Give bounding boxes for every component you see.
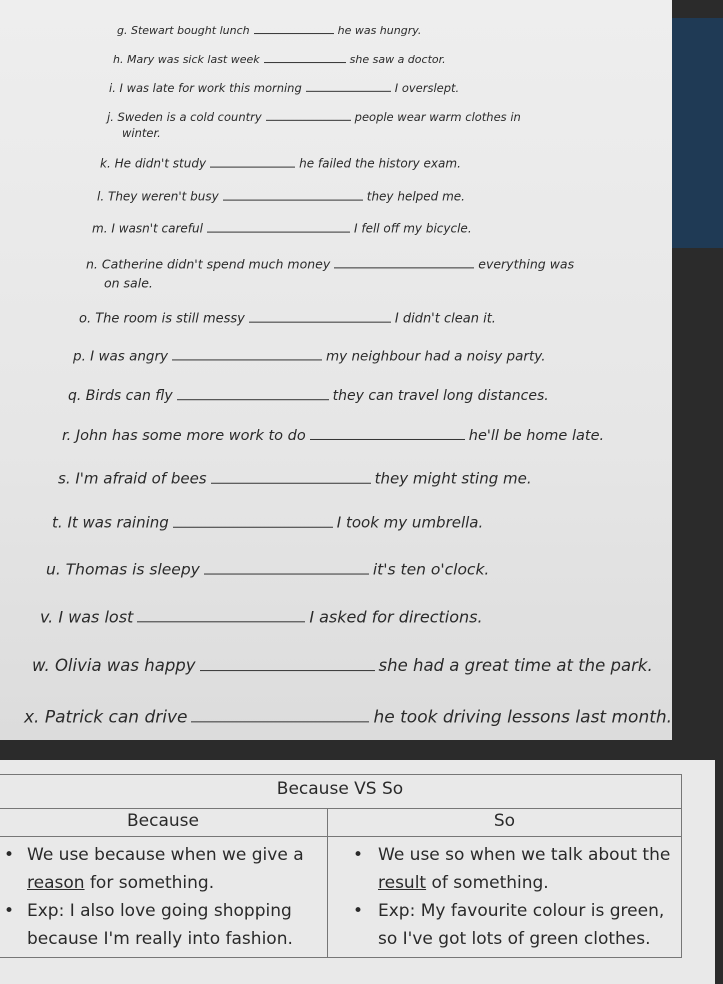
- exercise-clause-1: They weren't busy: [107, 189, 219, 204]
- exercise-line: [117, 23, 421, 37]
- answer-blank[interactable]: [266, 110, 351, 121]
- answer-blank[interactable]: [223, 189, 363, 201]
- exercise-clause-2: they helped me.: [366, 189, 465, 204]
- so-rule: [348, 841, 675, 897]
- exercise-clause-2: it's ten o'clock.: [372, 560, 490, 579]
- exercise-clause-1: Patrick can drive: [44, 707, 188, 728]
- exercise-letter: n.: [86, 256, 98, 272]
- exercise-line: [68, 386, 549, 404]
- because-heading: Because: [0, 809, 328, 837]
- so-column: [328, 837, 682, 958]
- exercise-clause-2: he'll be home late.: [468, 428, 605, 445]
- exercise-line: [46, 560, 489, 579]
- exercise-clause-1: Thomas is sleepy: [65, 560, 200, 579]
- exercise-clause-2: people wear warm clothes in: [354, 110, 521, 125]
- answer-blank[interactable]: [191, 706, 369, 722]
- exercise-line: [58, 469, 532, 488]
- exercise-clause-2: my neighbour had a noisy party.: [326, 348, 546, 365]
- bullet: •: [352, 845, 364, 865]
- so-rule-end: of something.: [431, 873, 549, 893]
- exercise-letter: s.: [58, 469, 71, 488]
- exercise-letter: t.: [52, 513, 63, 532]
- exercise-line: [97, 189, 465, 204]
- exercise-clause-1: The room is still messy: [95, 311, 245, 327]
- answer-blank[interactable]: [210, 156, 295, 168]
- exercise-line: [113, 52, 446, 66]
- bullet: •: [3, 901, 15, 921]
- exercise-line: [62, 426, 604, 444]
- answer-blank[interactable]: [306, 81, 391, 92]
- exercise-line: [52, 513, 483, 532]
- exercise-line: [40, 607, 483, 626]
- because-rule-end: for something.: [89, 873, 215, 893]
- exercise-letter: j.: [107, 110, 114, 125]
- exercise-line: [109, 81, 459, 95]
- exercise-clause-1: Catherine didn't spend much money: [101, 256, 331, 272]
- answer-blank[interactable]: [204, 560, 369, 575]
- exercise-letter: i.: [109, 81, 116, 96]
- answer-blank[interactable]: [211, 469, 371, 484]
- so-rule-underlined: result: [378, 873, 427, 893]
- exercise-clause-1: I was lost: [58, 607, 134, 627]
- exercise-letter: k.: [100, 156, 111, 171]
- so-example: [348, 897, 675, 953]
- exercise-letter: m.: [92, 221, 108, 236]
- exercise-clause-1: It was raining: [67, 513, 169, 532]
- because-rule-start: We use because when we give a: [27, 845, 304, 865]
- exercise-letter: p.: [73, 348, 86, 365]
- exercise-line: [92, 221, 472, 236]
- answer-blank[interactable]: [172, 347, 322, 360]
- answer-blank[interactable]: [249, 310, 391, 323]
- so-heading: So: [328, 809, 682, 837]
- answer-blank[interactable]: [207, 221, 350, 233]
- exercise-continuation: winter.: [122, 126, 161, 140]
- so-rule-start: We use so when we talk about the: [378, 845, 671, 865]
- exercise-line: [24, 706, 672, 727]
- answer-blank[interactable]: [310, 426, 465, 440]
- answer-blank[interactable]: [177, 386, 329, 400]
- exercise-clause-1: John has some more work to do: [75, 428, 306, 445]
- exercise-clause-2: everything was: [478, 256, 575, 272]
- exercise-clause-1: Sweden is a cold country: [117, 110, 262, 125]
- exercise-continuation: on sale.: [104, 275, 153, 291]
- exercise-clause-1: He didn't study: [114, 156, 207, 171]
- exercise-clause-2: I fell off my bicycle.: [353, 221, 472, 236]
- table-title: Because VS So: [0, 775, 682, 809]
- because-rule: [0, 841, 321, 897]
- exercise-clause-1: I was angry: [90, 348, 169, 365]
- bullet: •: [352, 901, 364, 921]
- exercise-clause-1: Mary was sick last week: [126, 52, 260, 66]
- because-example-text: Exp: I also love going shopping because I'm really into fashion.: [27, 901, 293, 949]
- background-strip: [672, 18, 723, 248]
- because-so-table: [0, 774, 682, 958]
- answer-blank[interactable]: [173, 513, 333, 528]
- answer-blank[interactable]: [264, 52, 346, 63]
- exercise-line: [107, 110, 521, 124]
- bullet: •: [3, 845, 15, 865]
- exercise-letter: g.: [117, 23, 128, 37]
- exercise-letter: o.: [79, 311, 92, 327]
- answer-blank[interactable]: [200, 655, 375, 671]
- exercise-line: [100, 156, 461, 171]
- exercise-letter: u.: [46, 560, 61, 579]
- exercise-line: [32, 655, 653, 675]
- exercise-clause-2: he was hungry.: [337, 23, 422, 37]
- exercise-clause-2: she saw a doctor.: [349, 52, 446, 66]
- exercise-clause-2: they might sting me.: [374, 469, 532, 488]
- because-rule-underlined: reason: [27, 873, 85, 893]
- exercise-clause-1: Stewart bought lunch: [130, 23, 250, 37]
- exercise-clause-2: he failed the history exam.: [299, 156, 461, 171]
- answer-blank[interactable]: [254, 23, 334, 34]
- exercise-line: [79, 310, 496, 327]
- exercise-letter: v.: [40, 607, 54, 627]
- exercise-line: [86, 256, 574, 271]
- so-example-text: Exp: My favourite colour is green, so I've got lots of green clothes.: [378, 901, 665, 949]
- exercise-clause-2: he took driving lessons last month.: [373, 707, 673, 728]
- exercise-clause-2: they can travel long distances.: [332, 387, 549, 404]
- because-example: [0, 897, 321, 953]
- answer-blank[interactable]: [137, 607, 305, 622]
- exercise-clause-1: Birds can fly: [85, 387, 173, 404]
- exercise-letter: r.: [62, 428, 72, 445]
- exercise-letter: l.: [97, 189, 105, 204]
- exercise-letter: w.: [32, 655, 50, 675]
- exercise-clause-2: I overslept.: [394, 81, 460, 96]
- exercise-line: [73, 347, 545, 364]
- exercise-clause-2: she had a great time at the park.: [378, 655, 653, 675]
- answer-blank[interactable]: [334, 256, 474, 268]
- exercise-clause-1: I wasn't careful: [111, 221, 203, 236]
- exercise-clause-2: I asked for directions.: [309, 607, 483, 627]
- exercise-clause-2: I didn't clean it.: [394, 311, 496, 327]
- exercise-clause-1: I'm afraid of bees: [75, 469, 207, 488]
- exercise-clause-2: I took my umbrella.: [336, 513, 484, 532]
- exercise-letter: q.: [68, 387, 82, 404]
- exercise-letter: x.: [24, 707, 40, 728]
- exercise-clause-1: Olivia was happy: [54, 655, 196, 675]
- because-column: [0, 837, 328, 958]
- exercise-letter: h.: [113, 52, 124, 66]
- exercise-clause-1: I was late for work this morning: [119, 81, 302, 96]
